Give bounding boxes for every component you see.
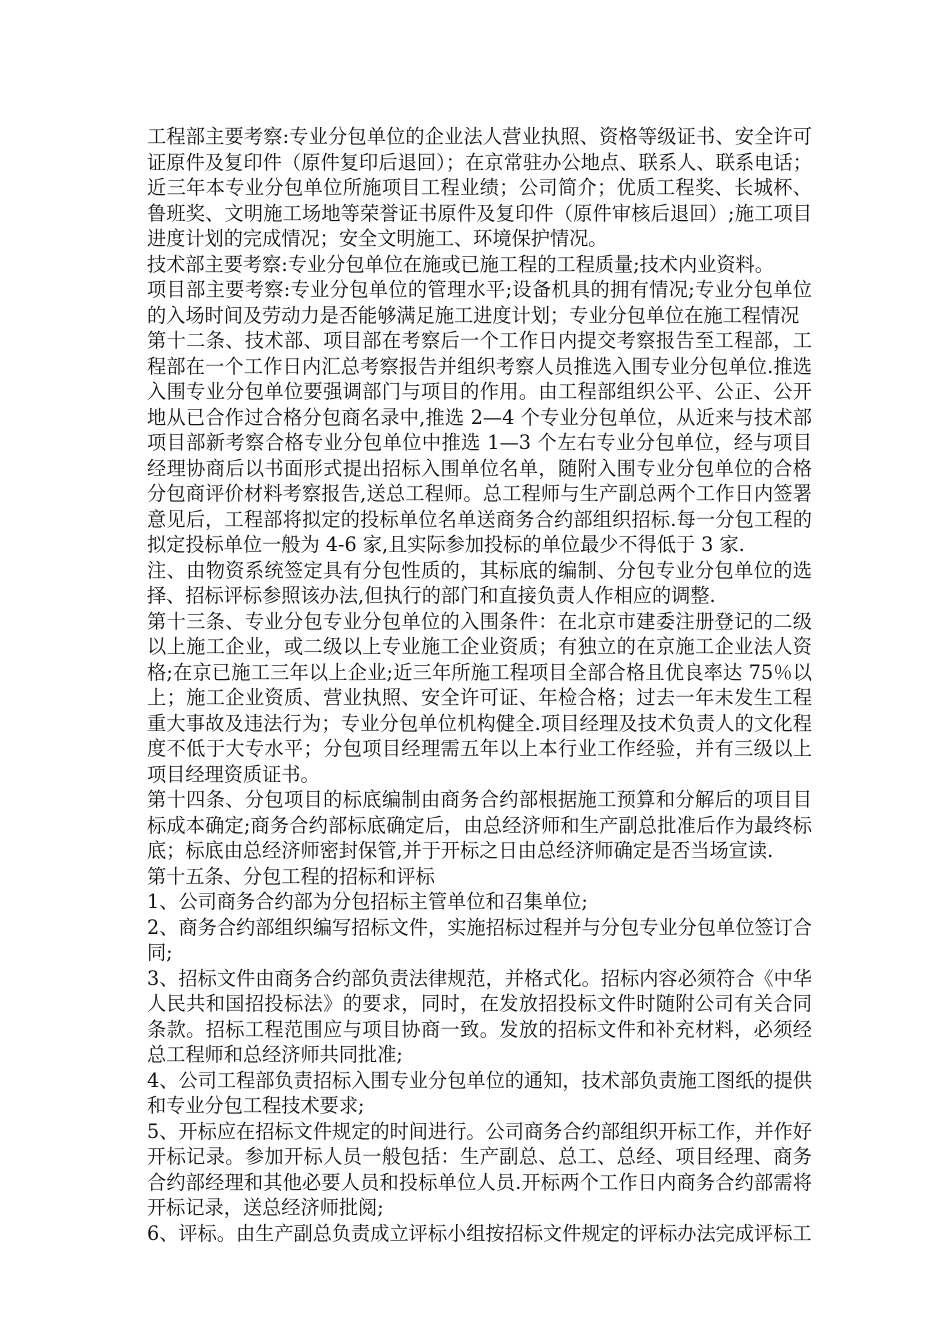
- paragraph-note: 注、由物资系统签定具有分包性质的，其标底的编制、分包专业分包单位的选择、招标评标参照该办法,但执行的部门和直接负责人作相应的调整.: [147, 558, 812, 607]
- paragraph-article-13: 第十三条、专业分包专业分包单位的入围条件：在北京市建委注册登记的二级以上施工企业，或二级以上专业施工企业资质；有独立的在京施工企业法人资格;在京已施工三年以上企业;近三年所施工程项目全部合格且优良率达 75％以上；施工企业资质、营业执照、安全许可证、年检合格；过去一年未发生工程重大事故及违法行为；专业分包单位机构健全.项目经理及技术负责人的文化程度不低于大专水平；分包项目经理需五年以上本行业工作经验，并有三级以上项目经理资质证书。: [147, 609, 812, 786]
- paragraph-article-15-heading: 第十五条、分包工程的招标和评标: [147, 864, 435, 888]
- paragraph-project-review: 项目部主要考察:专业分包单位的管理水平;设备机具的拥有情况;专业分包单位的入场时间及劳动力是否能够满足施工进度计划；专业分包单位在施工程情况: [147, 278, 812, 327]
- paragraph-article-12: 第十二条、技术部、项目部在考察后一个工作日内提交考察报告至工程部，工程部在一个工作日内汇总考察报告并组织考察人员推选入围专业分包单位.推选入围专业分包单位要强调部门与项目的作用。由工程部组织公平、公正、公开地从已合作过合格分包商名录中,推选 2—4 个专业分包单位，从近来与技术部项目部新考察合格专业分包单位中推选 1—3 个左右专业分包单位，经与项目经理协商后以书面形式提出招标入围单位名单，随附入围专业分包单位的合格分包商评价材料考察报告,送总工程师。总工程师与生产副总两个工作日内签署意见后，工程部将拟定的投标单位名单送商务合约部组织招标.每一分包工程的拟定投标单位一般为 4-6 家,且实际参加投标的单位最少不得低于 3 家.: [147, 329, 812, 556]
- list-item-5: 5、开标应在招标文件规定的时间进行。公司商务合约部组织开标工作，并作好开标记录。参加开标人员一般包括：生产副总、总工、总经、项目经理、商务合约部经理和其他必要人员和投标单位人员.开标两个工作日内商务合约部需将开标记录，送总经济师批阅;: [147, 1119, 812, 1219]
- paragraph-technical-review: 技术部主要考察:专业分包单位在施或已施工程的工程质量;技术内业资料。: [147, 252, 774, 276]
- list-item-1: 1、公司商务合约部为分包招标主管单位和召集单位;: [147, 890, 588, 913]
- document-body: [147, 124, 812, 1246]
- list-item-4: 4、公司工程部负责招标入围专业分包单位的通知，技术部负责施工图纸的提供和专业分包工程技术要求;: [147, 1068, 812, 1117]
- paragraph-article-14: 第十四条、分包项目的标底编制由商务合约部根据施工预算和分解后的项目目标成本确定;商务合约部标底确定后，由总经济师和生产副总批准后作为最终标底；标底由总经济师密封保管,并于开标之日由总经济师确定是否当场宣读.: [147, 788, 812, 862]
- list-item-6: 6、评标。由生产副总负责成立评标小组按招标文件规定的评标办法完成评标工: [147, 1221, 812, 1245]
- list-item-2: 2、商务合约部组织编写招标文件，实施招标过程并与分包专业分包单位签订合同;: [147, 915, 812, 964]
- list-item-3: 3、招标文件由商务合约部负责法律规范，并格式化。招标内容必须符合《中华人民共和国招投标法》的要求，同时，在发放招投标文件时随附公司有关合同条款。招标工程范围应与项目协商一致。发放的招标文件和补充材料，必须经总工程师和总经济师共同批准;: [147, 966, 812, 1066]
- paragraph-engineering-review: 工程部主要考察:专业分包单位的企业法人营业执照、资格等级证书、安全许可证原件及复印件（原件复印后退回）；在京常驻办公地点、联系人、联系电话；近三年本专业分包单位所施项目工程业绩；公司简介；优质工程奖、长城杯、鲁班奖、文明施工场地等荣誉证书原件及复印件（原件审核后退回）;施工项目进度计划的完成情况；安全文明施工、环境保护情况。: [147, 125, 812, 250]
